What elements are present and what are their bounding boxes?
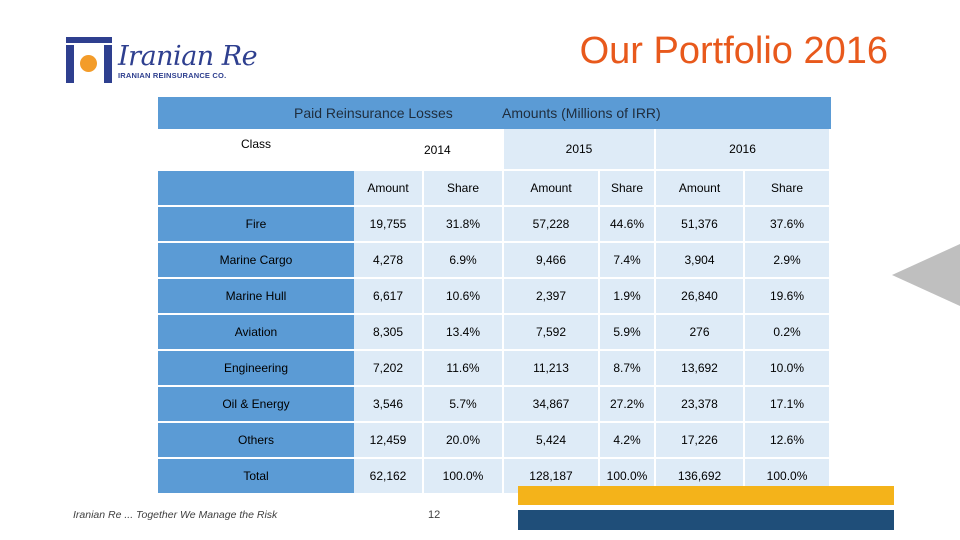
amount-cell-2015: 128,187 bbox=[504, 459, 600, 495]
amount-cell-2015: 5,424 bbox=[504, 423, 600, 459]
subheader-share-2014: Share bbox=[424, 171, 504, 207]
share-cell-2016: 0.2% bbox=[745, 315, 831, 351]
subheader-amount-2015: Amount bbox=[504, 171, 600, 207]
share-cell-2014: 10.6% bbox=[424, 279, 504, 315]
table-row bbox=[158, 315, 831, 351]
share-cell-2016: 19.6% bbox=[745, 279, 831, 315]
share-cell-2016: 100.0% bbox=[745, 459, 831, 495]
class-header: Class bbox=[158, 129, 354, 171]
table-row bbox=[158, 243, 831, 279]
amount-cell-2015: 7,592 bbox=[504, 315, 600, 351]
subheader-amount-2014: Amount bbox=[354, 171, 424, 207]
year-header-2014: 2014 bbox=[424, 129, 504, 171]
table-row bbox=[158, 207, 831, 243]
table-caption: Paid Reinsurance Losses bbox=[294, 105, 453, 121]
decorative-bar-yellow bbox=[518, 486, 894, 505]
share-cell-2015: 1.9% bbox=[600, 279, 656, 315]
table-units: Amounts (Millions of IRR) bbox=[502, 105, 661, 121]
logo-mark-icon bbox=[66, 37, 112, 83]
share-cell-2014: 5.7% bbox=[424, 387, 504, 423]
amount-cell-2014: 12,459 bbox=[354, 423, 424, 459]
share-cell-2014: 31.8% bbox=[424, 207, 504, 243]
amount-cell-2015: 57,228 bbox=[504, 207, 600, 243]
class-cell: Others bbox=[158, 423, 354, 459]
share-cell-2015: 44.6% bbox=[600, 207, 656, 243]
amount-cell-2016: 276 bbox=[656, 315, 745, 351]
decorative-bar-navy bbox=[518, 510, 894, 530]
share-cell-2014: 100.0% bbox=[424, 459, 504, 495]
portfolio-table bbox=[158, 97, 831, 495]
table-row bbox=[158, 423, 831, 459]
class-cell: Oil & Energy bbox=[158, 387, 354, 423]
table-row bbox=[158, 387, 831, 423]
amount-cell-2015: 2,397 bbox=[504, 279, 600, 315]
amount-cell-2016: 3,904 bbox=[656, 243, 745, 279]
share-cell-2015: 27.2% bbox=[600, 387, 656, 423]
amount-cell-2014: 19,755 bbox=[354, 207, 424, 243]
logo-name: Iranian Re bbox=[118, 41, 258, 72]
amount-cell-2016: 51,376 bbox=[656, 207, 745, 243]
subheader-share-2016: Share bbox=[745, 171, 831, 207]
share-cell-2015: 4.2% bbox=[600, 423, 656, 459]
share-cell-2016: 12.6% bbox=[745, 423, 831, 459]
amount-cell-2016: 17,226 bbox=[656, 423, 745, 459]
page-title: Our Portfolio 2016 bbox=[579, 30, 888, 72]
share-cell-2015: 100.0% bbox=[600, 459, 656, 495]
class-cell: Engineering bbox=[158, 351, 354, 387]
class-cell: Fire bbox=[158, 207, 354, 243]
share-cell-2015: 7.4% bbox=[600, 243, 656, 279]
triangle-arrow-icon bbox=[892, 244, 960, 306]
share-cell-2014: 20.0% bbox=[424, 423, 504, 459]
amount-cell-2014: 62,162 bbox=[354, 459, 424, 495]
amount-cell-2014: 6,617 bbox=[354, 279, 424, 315]
amount-cell-2015: 11,213 bbox=[504, 351, 600, 387]
class-header-blank bbox=[158, 171, 354, 207]
class-cell: Marine Cargo bbox=[158, 243, 354, 279]
share-cell-2014: 13.4% bbox=[424, 315, 504, 351]
company-logo bbox=[66, 37, 258, 83]
share-cell-2015: 5.9% bbox=[600, 315, 656, 351]
page-number: 12 bbox=[428, 509, 441, 521]
amount-cell-2014: 4,278 bbox=[354, 243, 424, 279]
footer-tagline: Iranian Re ... Together We Manage the Risk bbox=[73, 509, 278, 521]
share-cell-2015: 8.7% bbox=[600, 351, 656, 387]
year-header-2016: 2016 bbox=[656, 129, 831, 171]
amount-cell-2015: 9,466 bbox=[504, 243, 600, 279]
class-cell: Aviation bbox=[158, 315, 354, 351]
share-cell-2016: 17.1% bbox=[745, 387, 831, 423]
table-row bbox=[158, 279, 831, 315]
share-cell-2016: 37.6% bbox=[745, 207, 831, 243]
share-cell-2016: 10.0% bbox=[745, 351, 831, 387]
table-row bbox=[158, 351, 831, 387]
amount-cell-2014: 8,305 bbox=[354, 315, 424, 351]
amount-cell-2016: 13,692 bbox=[656, 351, 745, 387]
share-cell-2016: 2.9% bbox=[745, 243, 831, 279]
amount-cell-2014: 7,202 bbox=[354, 351, 424, 387]
amount-cell-2014: 3,546 bbox=[354, 387, 424, 423]
subheader-share-2015: Share bbox=[600, 171, 656, 207]
class-cell: Total bbox=[158, 459, 354, 495]
logo-subtitle: IRANIAN REINSURANCE CO. bbox=[118, 71, 227, 80]
share-cell-2014: 11.6% bbox=[424, 351, 504, 387]
amount-cell-2016: 26,840 bbox=[656, 279, 745, 315]
table-header-band bbox=[158, 97, 831, 129]
amount-cell-2016: 136,692 bbox=[656, 459, 745, 495]
subheader-amount-2016: Amount bbox=[656, 171, 745, 207]
year-header-2015: 2015 bbox=[504, 129, 656, 171]
amount-cell-2015: 34,867 bbox=[504, 387, 600, 423]
class-cell: Marine Hull bbox=[158, 279, 354, 315]
share-cell-2014: 6.9% bbox=[424, 243, 504, 279]
amount-cell-2016: 23,378 bbox=[656, 387, 745, 423]
